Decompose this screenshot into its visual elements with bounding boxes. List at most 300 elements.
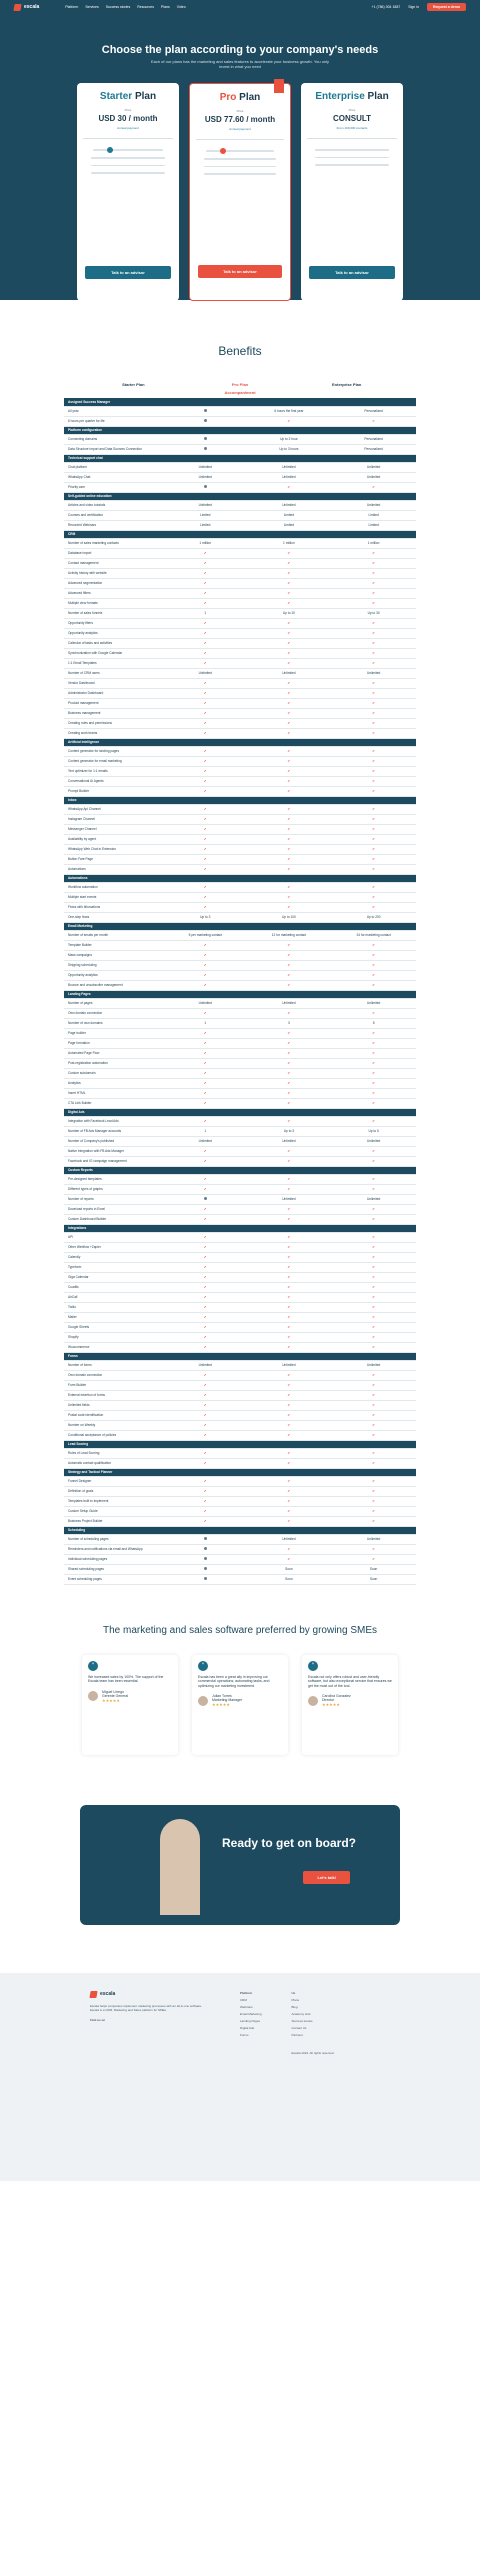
benefit-feature: Number of forms	[64, 1360, 164, 1370]
benefit-row	[64, 578, 416, 588]
footer-find-us: Find us on	[90, 2017, 106, 2022]
benefit-value: Soon	[247, 1574, 332, 1584]
benefit-row	[64, 1184, 416, 1194]
check-icon	[164, 1038, 247, 1048]
check-icon	[247, 1028, 332, 1038]
contacts-slider[interactable]	[93, 149, 163, 151]
nav-item-services[interactable]: Services	[85, 5, 99, 9]
plan-card-enterprise	[301, 83, 403, 301]
benefit-value: Limited	[331, 520, 416, 530]
benefit-row	[64, 406, 416, 416]
check-icon	[164, 786, 247, 796]
testimonial-text: Escala has been a great ally in improving our commercial operations, automating tasks, and optimizing our marketing investment.	[198, 1674, 270, 1688]
benefit-value: 1	[164, 608, 247, 618]
check-icon: ✔	[372, 837, 375, 841]
check-icon	[164, 1078, 247, 1088]
check-icon	[247, 568, 332, 578]
benefit-value: Unlimited	[247, 668, 332, 678]
check-icon	[164, 658, 247, 668]
check-icon: ✔	[372, 1255, 375, 1259]
benefit-row	[64, 598, 416, 608]
check-icon: ✔	[372, 1479, 375, 1483]
benefit-row	[64, 756, 416, 766]
lets-talk-button[interactable]: Let's talk!	[303, 1871, 350, 1884]
benefit-row	[64, 1126, 416, 1136]
check-icon	[331, 1448, 416, 1458]
check-icon	[331, 1516, 416, 1526]
plan-name-accent: Starter	[99, 91, 133, 102]
nav-item-video[interactable]: Video	[176, 5, 186, 9]
check-icon: ✔	[287, 1207, 291, 1211]
star-rating-icon: ★★★★★	[212, 1702, 230, 1707]
talk-to-advisor-button[interactable]: Talk to an advisor	[198, 265, 282, 278]
check-icon	[247, 1184, 332, 1194]
check-icon: ✔	[287, 1177, 291, 1181]
benefit-row	[64, 1098, 416, 1108]
check-icon: ✔	[372, 1177, 375, 1181]
phone-number[interactable]: +1 (786) 304 1887	[371, 5, 401, 9]
benefit-feature: Multiple view formats	[64, 598, 164, 608]
benefit-value: Up to 5	[331, 1126, 416, 1136]
benefit-row	[64, 1048, 416, 1058]
check-icon	[164, 1156, 247, 1166]
benefit-row	[64, 892, 416, 902]
check-icon: ✔	[203, 681, 207, 685]
not-included-icon	[204, 1547, 207, 1550]
divider	[315, 164, 389, 166]
check-icon	[247, 728, 332, 738]
benefit-value: Personalized	[331, 406, 416, 416]
not-included-icon	[164, 1534, 247, 1544]
benefit-value: Unlimited	[247, 472, 332, 482]
benefit-feature: Shopify	[64, 1332, 164, 1342]
check-icon	[331, 658, 416, 668]
benefit-group-label: Custom Reports	[64, 1166, 416, 1174]
benefit-group-label: Lead Scoring	[64, 1440, 416, 1448]
not-included-icon	[164, 444, 247, 454]
benefit-value: Unlimited	[164, 1136, 247, 1146]
check-icon: ✔	[372, 1557, 375, 1561]
benefit-value: Unlimited	[164, 1360, 247, 1370]
testimonial-card	[302, 1655, 398, 1755]
avatar	[88, 1691, 98, 1701]
benefit-feature: Individual scheduling pages	[64, 1554, 164, 1564]
check-icon	[331, 1038, 416, 1048]
benefit-value: Unlimited	[247, 1360, 332, 1370]
benefit-row	[64, 568, 416, 578]
benefit-group-label: Automations	[64, 874, 416, 882]
check-icon: ✔	[287, 1433, 291, 1437]
check-icon	[331, 1544, 416, 1554]
footer-link[interactable]: Partners	[291, 2032, 303, 2037]
check-icon	[164, 1008, 247, 1018]
benefit-row	[64, 1486, 416, 1496]
check-icon: ✔	[372, 1187, 375, 1191]
check-icon	[331, 1430, 416, 1440]
check-icon	[331, 708, 416, 718]
benefit-row	[64, 1332, 416, 1342]
check-icon	[247, 1476, 332, 1486]
benefit-row	[64, 472, 416, 482]
benefit-group-label: Strategy and Tactical Planner	[64, 1468, 416, 1476]
check-icon	[247, 892, 332, 902]
footer-link[interactable]: Success stories	[291, 2018, 313, 2023]
check-icon: ✔	[287, 943, 291, 947]
benefit-feature: Content generator for landing pages	[64, 746, 164, 756]
check-icon: ✔	[203, 1207, 207, 1211]
testimonials-title: The marketing and sales software preferred by growing SMEs	[102, 1624, 377, 1636]
check-icon	[164, 970, 247, 980]
nav-item-resources[interactable]: Resources	[137, 5, 154, 9]
check-icon: ✔	[372, 1275, 375, 1279]
benefit-row	[64, 950, 416, 960]
benefit-row	[64, 940, 416, 950]
check-icon	[164, 1420, 247, 1430]
request-demo-button[interactable]: Request a demo	[427, 3, 466, 11]
benefit-feature: Text optimizer for 1:1 emails	[64, 766, 164, 776]
benefit-feature: Conversational AI Agents	[64, 776, 164, 786]
benefit-value: Unlimited	[331, 462, 416, 472]
check-icon	[164, 1058, 247, 1068]
plan-note: Annual payment	[117, 126, 139, 130]
benefit-group-row	[64, 1108, 416, 1116]
check-icon	[164, 1242, 247, 1252]
login-link[interactable]: Sign in	[408, 5, 419, 9]
check-icon: ✔	[203, 807, 207, 811]
benefit-value: Unlimited	[331, 1534, 416, 1544]
benefit-value: Unlimited	[164, 998, 247, 1008]
benefit-feature: Custom subdomain	[64, 1068, 164, 1078]
benefit-value: 1	[164, 1126, 247, 1136]
benefit-row	[64, 1282, 416, 1292]
avatar	[198, 1696, 208, 1706]
check-icon	[164, 882, 247, 892]
check-icon: ✔	[372, 485, 375, 489]
check-icon: ✔	[203, 1071, 207, 1075]
check-icon	[247, 786, 332, 796]
benefit-row	[64, 1272, 416, 1282]
not-included-icon	[204, 1537, 207, 1540]
check-icon: ✔	[203, 867, 207, 871]
benefit-row	[64, 434, 416, 444]
benefit-feature: Automatic contact qualification	[64, 1458, 164, 1468]
check-icon: ✔	[372, 561, 375, 565]
benefit-group-label: Self-guided online education	[64, 492, 416, 500]
not-included-icon	[204, 437, 207, 440]
check-icon	[247, 1008, 332, 1018]
check-icon	[164, 1342, 247, 1352]
check-icon	[331, 1282, 416, 1292]
check-icon	[331, 1390, 416, 1400]
benefit-feature: Integration with Facebook Lead Ads	[64, 1116, 164, 1126]
benefit-row	[64, 510, 416, 520]
check-icon	[164, 1390, 247, 1400]
check-icon	[164, 558, 247, 568]
benefit-feature: Native integration with FB Ads Manager	[64, 1146, 164, 1156]
check-icon: ✔	[203, 1265, 207, 1269]
check-icon	[247, 1380, 332, 1390]
check-icon	[247, 1174, 332, 1184]
check-icon: ✔	[287, 983, 291, 987]
check-icon: ✔	[287, 681, 291, 685]
check-icon: ✔	[287, 571, 291, 575]
check-icon: ✔	[203, 1519, 207, 1523]
benefit-feature: Connecting domains	[64, 434, 164, 444]
contacts-slider[interactable]	[206, 150, 274, 152]
top-nav-right	[372, 3, 466, 11]
check-icon	[331, 1116, 416, 1126]
check-icon	[247, 1312, 332, 1322]
check-icon: ✔	[287, 1159, 291, 1163]
check-icon: ✔	[372, 1041, 375, 1045]
benefit-feature: Multiple start events	[64, 892, 164, 902]
check-icon	[247, 824, 332, 834]
check-icon: ✔	[372, 1413, 375, 1417]
check-icon: ✔	[372, 943, 375, 947]
benefit-feature: Business Project Builder	[64, 1516, 164, 1526]
talk-to-advisor-button[interactable]: Talk to an advisor	[85, 266, 171, 279]
benefit-row	[64, 548, 416, 558]
check-icon: ✔	[203, 1325, 207, 1329]
price-label: Price	[236, 109, 244, 113]
check-icon: ✔	[372, 1091, 375, 1095]
benefit-row	[64, 844, 416, 854]
check-icon	[247, 588, 332, 598]
check-icon	[331, 1078, 416, 1088]
check-icon: ✔	[203, 561, 207, 565]
check-icon	[164, 1400, 247, 1410]
check-icon	[247, 638, 332, 648]
check-icon: ✔	[203, 963, 207, 967]
check-icon: ✔	[372, 1547, 375, 1551]
check-icon	[247, 1292, 332, 1302]
check-icon: ✔	[372, 419, 375, 423]
check-icon: ✔	[287, 485, 291, 489]
benefit-row	[64, 864, 416, 874]
check-icon: ✔	[372, 1051, 375, 1055]
benefit-row	[64, 416, 416, 426]
check-icon	[331, 1214, 416, 1224]
benefit-value: Unlimited	[247, 998, 332, 1008]
check-icon: ✔	[203, 651, 207, 655]
check-icon	[331, 776, 416, 786]
footer-link[interactable]: Plans	[291, 1997, 300, 2002]
check-icon: ✔	[287, 1285, 291, 1289]
check-icon: ✔	[203, 581, 207, 585]
benefit-value: Personalized	[331, 444, 416, 454]
check-icon: ✔	[372, 1345, 375, 1349]
footer-link[interactable]: CRM	[240, 1997, 247, 2002]
check-icon: ✔	[372, 789, 375, 793]
check-icon: ✔	[372, 983, 375, 987]
brand-name: escala	[24, 4, 40, 10]
footer-link[interactable]: Forms	[240, 2032, 249, 2037]
check-icon: ✔	[372, 1159, 375, 1163]
check-icon: ✔	[372, 827, 375, 831]
check-icon: ✔	[203, 1275, 207, 1279]
check-icon	[164, 1496, 247, 1506]
check-icon: ✔	[203, 1509, 207, 1513]
benefit-group-row	[64, 1166, 416, 1174]
check-icon	[247, 864, 332, 874]
benefit-row	[64, 1116, 416, 1126]
check-icon: ✔	[372, 1149, 375, 1153]
benefit-row	[64, 960, 416, 970]
benefit-row	[64, 1018, 416, 1028]
check-icon	[164, 824, 247, 834]
benefit-row	[64, 1410, 416, 1420]
check-icon: ✔	[287, 1315, 291, 1319]
benefit-feature: Synchronization with Google Calendar	[64, 648, 164, 658]
check-icon	[247, 1078, 332, 1088]
benefit-row	[64, 1242, 416, 1252]
check-icon	[331, 568, 416, 578]
check-icon: ✔	[372, 1081, 375, 1085]
plan-card-pro	[189, 83, 291, 301]
plan-name-accent: Enterprise	[315, 91, 365, 102]
benefit-row	[64, 980, 416, 990]
benefit-feature: Number of CRM users	[64, 668, 164, 678]
check-icon	[247, 804, 332, 814]
check-icon	[331, 1410, 416, 1420]
check-icon: ✔	[203, 1403, 207, 1407]
copyright: Escala 2024. All rights reserved	[291, 2050, 334, 2055]
check-icon	[164, 1146, 247, 1156]
check-icon	[331, 814, 416, 824]
quote-icon: “	[198, 1661, 208, 1671]
benefit-row	[64, 1370, 416, 1380]
check-icon: ✔	[372, 817, 375, 821]
benefit-feature: Template Builder	[64, 940, 164, 950]
benefit-feature: Courses and certification	[64, 510, 164, 520]
logo-icon	[89, 1991, 97, 1998]
check-icon: ✔	[287, 641, 291, 645]
benefit-row	[64, 1068, 416, 1078]
check-icon: ✔	[203, 769, 207, 773]
check-icon	[164, 814, 247, 824]
check-icon: ✔	[372, 779, 375, 783]
check-icon: ✔	[372, 973, 375, 977]
brand-logo[interactable]	[14, 4, 39, 11]
benefit-row	[64, 746, 416, 756]
check-icon: ✔	[372, 691, 375, 695]
talk-to-advisor-button[interactable]: Talk to an advisor	[309, 266, 395, 279]
check-icon: ✔	[287, 1325, 291, 1329]
nav-item-plans[interactable]: Plans	[161, 5, 170, 9]
check-icon: ✔	[203, 1187, 207, 1191]
footer-link[interactable]: Academy Hub	[291, 2011, 311, 2016]
benefit-feature: Unlimited fields	[64, 1400, 164, 1410]
check-icon	[247, 1098, 332, 1108]
check-icon: ✔	[372, 1461, 375, 1465]
check-icon	[164, 588, 247, 598]
benefit-feature: Mass campaigns	[64, 950, 164, 960]
check-icon: ✔	[287, 1119, 291, 1123]
check-icon: ✔	[287, 837, 291, 841]
check-icon: ✔	[287, 1187, 291, 1191]
footer-link[interactable]: Landing Pages	[240, 2018, 261, 2023]
check-icon	[331, 718, 416, 728]
check-icon: ✔	[372, 1245, 375, 1249]
not-included-icon	[164, 1574, 247, 1584]
price-label: Price	[124, 108, 132, 112]
check-icon	[331, 578, 416, 588]
benefit-feature: Own domain connection	[64, 1008, 164, 1018]
benefit-group-row	[64, 738, 416, 746]
footer-link[interactable]: Digital Ads	[240, 2025, 255, 2030]
check-icon	[331, 678, 416, 688]
check-icon	[164, 1448, 247, 1458]
benefit-feature: All year	[64, 406, 164, 416]
check-icon	[331, 416, 416, 426]
check-icon	[247, 1370, 332, 1380]
footer-link[interactable]: Email Marketing	[240, 2011, 262, 2016]
plan-config-box	[196, 139, 284, 229]
check-icon: ✔	[203, 691, 207, 695]
check-icon: ✔	[287, 1373, 291, 1377]
benefit-feature: Opportunity analytics	[64, 628, 164, 638]
benefit-value: Unlimited	[331, 1360, 416, 1370]
plan-price: USD 30 / month	[98, 114, 158, 123]
benefit-row	[64, 1156, 416, 1166]
check-icon: ✔	[287, 701, 291, 705]
check-icon	[164, 766, 247, 776]
check-icon	[247, 698, 332, 708]
check-icon: ✔	[287, 769, 291, 773]
check-icon	[247, 628, 332, 638]
check-icon: ✔	[287, 895, 291, 899]
check-icon	[331, 844, 416, 854]
price-label: Price	[348, 108, 356, 112]
footer-link[interactable]: Webinars	[240, 2004, 253, 2009]
check-icon: ✔	[287, 1519, 291, 1523]
person-image	[160, 1819, 200, 1915]
check-icon	[247, 1516, 332, 1526]
check-icon: ✔	[203, 621, 207, 625]
check-icon: ✔	[287, 885, 291, 889]
footer-logo[interactable]	[90, 1991, 210, 1998]
footer-link[interactable]: Blog	[291, 2004, 298, 2009]
benefit-feature: Administrator Dashboard	[64, 688, 164, 698]
check-icon	[331, 1486, 416, 1496]
check-icon: ✔	[203, 827, 207, 831]
check-icon: ✔	[287, 1245, 291, 1249]
nav-item-platform[interactable]: Platform	[65, 5, 79, 9]
not-included-icon	[164, 482, 247, 492]
benefit-row	[64, 834, 416, 844]
check-icon: ✔	[372, 749, 375, 753]
nav-item-success-stories[interactable]: Success stories	[105, 5, 131, 9]
check-icon	[331, 1506, 416, 1516]
benefit-row	[64, 718, 416, 728]
benefit-group-label: Email Marketing	[64, 922, 416, 930]
benefit-row	[64, 500, 416, 510]
check-icon: ✔	[372, 847, 375, 851]
benefit-feature: Button Fare Page	[64, 854, 164, 864]
check-icon: ✔	[203, 1489, 207, 1493]
benefit-value: Up to 3	[247, 1126, 332, 1136]
not-included-icon	[204, 1557, 207, 1560]
check-icon	[164, 678, 247, 688]
footer-link[interactable]: Contact Us	[291, 2025, 307, 2030]
check-icon: ✔	[372, 601, 375, 605]
check-icon	[247, 578, 332, 588]
check-icon: ✔	[203, 1315, 207, 1319]
benefit-feature: Shared scheduling pages	[64, 1564, 164, 1574]
check-icon	[331, 1098, 416, 1108]
page-title: Choose the plan according to your company's needs	[101, 44, 379, 56]
testimonial-person	[308, 1694, 392, 1707]
